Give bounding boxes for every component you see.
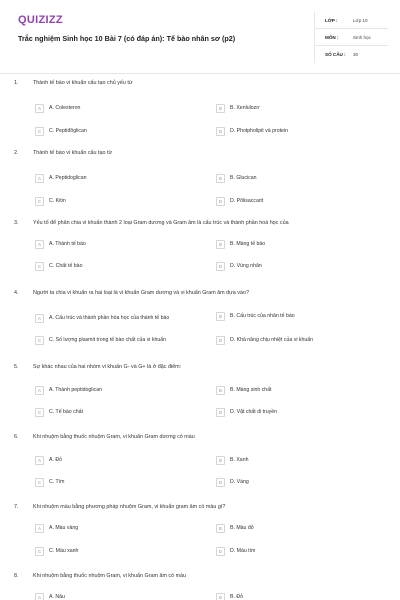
option-text: D. Pôlisaccarit bbox=[230, 198, 264, 205]
quiz-title: Trắc nghiệm Sinh học 10 Bài 7 (có đáp án): Tế bào nhân sơ (p2) bbox=[18, 34, 236, 43]
option-a[interactable] bbox=[35, 591, 195, 600]
option-d[interactable] bbox=[216, 195, 376, 208]
option-d[interactable] bbox=[216, 545, 376, 558]
option-text: A. Colesteron bbox=[49, 105, 81, 112]
option-text: B. Xenlulozơ bbox=[230, 105, 260, 112]
option-text: A. Đỏ bbox=[49, 457, 62, 464]
quiz-meta-table bbox=[314, 12, 388, 63]
quiz-header bbox=[0, 0, 400, 74]
option-c[interactable] bbox=[35, 125, 195, 138]
meta-value: Sinh học bbox=[353, 34, 371, 40]
question-header bbox=[14, 220, 378, 226]
option-text: C. Tím bbox=[49, 479, 65, 486]
option-d[interactable] bbox=[216, 125, 376, 138]
option-text: D. Vật chất di truyền bbox=[230, 409, 277, 416]
option-letter-badge: A bbox=[35, 314, 44, 323]
option-text: B. Cấu trúc của nhân tế bào bbox=[230, 313, 295, 320]
option-c[interactable] bbox=[35, 545, 195, 558]
option-text: C. Tế bào chất bbox=[49, 409, 83, 416]
option-text: B. Màng sinh chất bbox=[230, 387, 272, 394]
option-letter-badge: B bbox=[216, 240, 225, 249]
option-letter-badge: A bbox=[35, 386, 44, 395]
option-b[interactable] bbox=[216, 591, 376, 600]
option-a[interactable] bbox=[35, 238, 195, 251]
option-letter-badge: B bbox=[216, 524, 225, 533]
question-text: Thành tế bào vi khuẩn cấu tạo chủ yếu từ bbox=[33, 80, 133, 86]
meta-row-class bbox=[315, 12, 388, 29]
option-b[interactable] bbox=[216, 102, 376, 115]
option-b[interactable] bbox=[216, 384, 376, 397]
option-text: C. Peptiđôglican bbox=[49, 128, 87, 135]
option-a[interactable] bbox=[35, 522, 195, 535]
meta-label: LỚP : bbox=[325, 17, 338, 23]
question-number: 6. bbox=[14, 434, 19, 440]
question-text: Khi nhuộm màu bằng phương pháp nhuộm Gram, vi khuẩn gram âm có màu gì? bbox=[33, 504, 226, 510]
option-text: A. Cấu trúc và thành phần hóa học của thành tế bào bbox=[49, 314, 170, 321]
question-number: 4. bbox=[14, 290, 19, 296]
option-a[interactable] bbox=[35, 310, 195, 326]
option-text: B. Glucican bbox=[230, 175, 257, 182]
question-header bbox=[14, 434, 378, 440]
option-text: A. Thành tế bào bbox=[49, 241, 86, 248]
meta-value: Lớp 10 bbox=[353, 17, 368, 23]
option-c[interactable] bbox=[35, 476, 195, 489]
option-letter-badge: C bbox=[35, 336, 44, 345]
question-text: Sự khác nhau của hai nhóm vi khuẩn G- và G+ là ở đặc điểm: bbox=[33, 364, 182, 370]
option-text: C. Số lượng plasmit trong tế bào chất của vi khuẩn bbox=[49, 337, 167, 344]
option-letter-badge: D bbox=[216, 408, 225, 417]
meta-label: MÔN : bbox=[325, 34, 339, 40]
option-text: A. Peptidoglican bbox=[49, 175, 87, 182]
option-letter-badge: B bbox=[216, 174, 225, 183]
option-text: C. Chất tế bào bbox=[49, 263, 83, 270]
option-a[interactable] bbox=[35, 454, 195, 467]
option-text: B. Đỏ bbox=[230, 594, 243, 600]
question-header bbox=[14, 150, 378, 156]
meta-value: 30 bbox=[353, 52, 359, 57]
option-text: C. Màu xanh bbox=[49, 548, 79, 555]
question-number: 3. bbox=[14, 220, 19, 226]
option-letter-badge: D bbox=[216, 197, 225, 206]
question-number: 7. bbox=[14, 504, 19, 510]
option-letter-badge: A bbox=[35, 524, 44, 533]
option-text: D. Khả năng chịu nhiệt của vi khuẩn bbox=[230, 337, 314, 344]
question-text: Người ta chia vi khuẩn ra hai loại là vi khuẩn Gram dương và vi khuẩn Gram âm dựa vào? bbox=[33, 290, 249, 296]
question-number: 2. bbox=[14, 150, 19, 156]
option-a[interactable] bbox=[35, 384, 195, 397]
option-c[interactable] bbox=[35, 260, 195, 273]
option-letter-badge: B bbox=[216, 386, 225, 395]
option-letter-badge: A bbox=[35, 593, 44, 600]
option-a[interactable] bbox=[35, 172, 195, 185]
option-letter-badge: B bbox=[216, 456, 225, 465]
question-number: 5. bbox=[14, 364, 19, 370]
meta-label: SỐ CÂU : bbox=[325, 52, 346, 57]
option-c[interactable] bbox=[35, 334, 211, 347]
option-a[interactable] bbox=[35, 102, 195, 115]
option-b[interactable] bbox=[216, 238, 376, 251]
question-text: Khi nhuộm bằng thuốc nhuộm Gram, vi khuẩn Gram âm có màu bbox=[33, 573, 187, 579]
option-letter-badge: D bbox=[216, 127, 225, 136]
option-d[interactable] bbox=[216, 406, 376, 419]
option-c[interactable] bbox=[35, 406, 195, 419]
question-header bbox=[14, 80, 378, 86]
option-c[interactable] bbox=[35, 195, 195, 208]
option-text: A. Nâu bbox=[49, 594, 65, 600]
question-header bbox=[14, 364, 378, 370]
option-letter-badge: C bbox=[35, 547, 44, 556]
option-b[interactable] bbox=[216, 172, 376, 185]
option-letter-badge: B bbox=[216, 312, 225, 321]
quizizz-logo[interactable]: QUIZIZZ bbox=[18, 14, 63, 26]
option-letter-badge: D bbox=[216, 478, 225, 487]
question-header bbox=[14, 504, 378, 510]
option-text: B. Màng tế bào bbox=[230, 241, 266, 248]
option-text: D. Màu tím bbox=[230, 548, 256, 555]
option-text: B. Xanh bbox=[230, 457, 249, 464]
option-b[interactable] bbox=[216, 310, 376, 323]
option-text: D. Photpholipit và protein bbox=[230, 128, 288, 135]
option-letter-badge: B bbox=[216, 104, 225, 113]
question-number: 1. bbox=[14, 80, 19, 86]
question-header bbox=[14, 573, 378, 579]
option-text: D. Vùng nhân bbox=[230, 263, 262, 270]
meta-row-question-count bbox=[315, 46, 388, 63]
option-letter-badge: A bbox=[35, 174, 44, 183]
option-d[interactable] bbox=[216, 476, 376, 489]
option-text: B. Màu đỏ bbox=[230, 525, 254, 532]
option-d[interactable] bbox=[216, 260, 376, 273]
option-letter-badge: B bbox=[216, 593, 225, 600]
option-letter-badge: A bbox=[35, 456, 44, 465]
question-text: Thành tế bào vi khuẩn cấu tạo từ bbox=[33, 150, 113, 156]
option-letter-badge: C bbox=[35, 478, 44, 487]
question-header bbox=[14, 290, 378, 296]
option-letter-badge: D bbox=[216, 547, 225, 556]
question-text: Yếu tố để phân chia vi khuẩn thành 2 loại Gram dương và Gram âm là cấu trúc và thành phần hoá học của bbox=[33, 220, 289, 226]
option-letter-badge: C bbox=[35, 127, 44, 136]
option-letter-badge: C bbox=[35, 408, 44, 417]
option-text: A. Màu vàng bbox=[49, 525, 79, 532]
question-text: Khi nhuộm bằng thuốc nhuộm Gram, vi khuẩn Gram dương có màu bbox=[33, 434, 195, 440]
option-text: D. Vàng bbox=[230, 479, 249, 486]
meta-row-subject bbox=[315, 29, 388, 46]
option-letter-badge: C bbox=[35, 197, 44, 206]
option-letter-badge: A bbox=[35, 104, 44, 113]
option-b[interactable] bbox=[216, 454, 376, 467]
option-letter-badge: D bbox=[216, 262, 225, 271]
option-letter-badge: A bbox=[35, 240, 44, 249]
option-letter-badge: C bbox=[35, 262, 44, 271]
question-number: 8. bbox=[14, 573, 19, 579]
option-text: C. Kitin bbox=[49, 198, 66, 205]
option-d[interactable] bbox=[216, 334, 386, 347]
option-letter-badge: D bbox=[216, 336, 225, 345]
option-text: A. Thành peptidoglican bbox=[49, 387, 102, 394]
option-b[interactable] bbox=[216, 522, 376, 535]
